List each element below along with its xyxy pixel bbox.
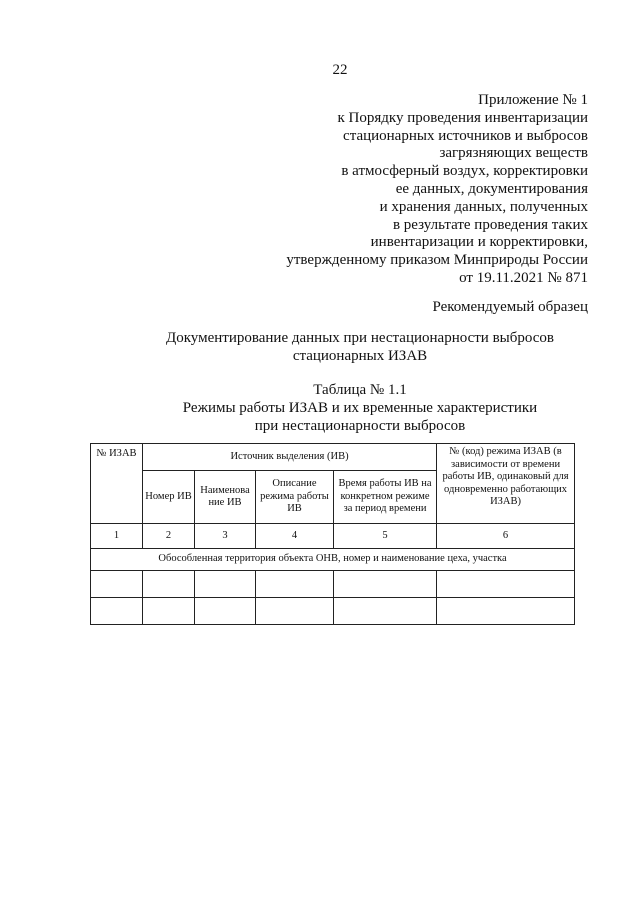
table-cell <box>334 598 437 625</box>
table-row <box>91 598 575 625</box>
appendix-line: загрязняющих веществ <box>439 145 588 162</box>
appendix-line: в атмосферный воздух, корректировки <box>341 163 588 180</box>
table-cell <box>143 598 195 625</box>
table-cell <box>91 598 143 625</box>
table-cell <box>195 598 256 625</box>
table-cell <box>437 598 575 625</box>
appendix-line: к Порядку проведения инвентаризации <box>337 109 588 126</box>
table-caption-line: Режимы работы ИЗАВ и их временные характеристики <box>182 400 538 416</box>
column-number: 3 <box>195 524 256 549</box>
table-cell <box>256 598 334 625</box>
column-number: 5 <box>334 524 437 549</box>
sample-label: Рекомендуемый образец <box>432 299 588 315</box>
appendix-line: Приложение № 1 <box>478 92 588 108</box>
table-cell <box>143 571 195 598</box>
table-cell <box>334 571 437 598</box>
section-row <box>91 549 575 571</box>
column-number-row <box>91 524 575 549</box>
modes-table <box>90 443 575 625</box>
header-source-number: Номер ИВ <box>143 471 195 524</box>
section-row-label: Обособленная территория объекта ОНВ, номер и наименование цеха, участка <box>91 549 575 571</box>
table-caption-line: Таблица № 1.1 <box>313 382 407 398</box>
appendix-line: и хранения данных, полученных <box>379 198 588 215</box>
column-number: 4 <box>256 524 334 549</box>
appendix-line: стационарных источников и выбросов <box>343 127 588 144</box>
table-caption-line: при нестационарности выбросов <box>254 418 466 434</box>
header-mode-description: Описание режима работы ИВ <box>256 471 334 524</box>
column-number: 6 <box>437 524 575 549</box>
header-izav: № ИЗАВ <box>91 444 143 524</box>
modes-table-wrapper <box>90 443 574 625</box>
page-number: 22 <box>332 62 348 78</box>
appendix-line: утвержденному приказом Минприроды России <box>286 252 588 269</box>
appendix-line: ее данных, документирования <box>395 180 588 197</box>
header-mode: № (код) режима ИЗАВ (в зависимости от времени работы ИВ, одинаковый для одновременно работающих ИЗАВ) <box>437 444 575 524</box>
appendix-line: от 19.11.2021 № 871 <box>459 269 588 286</box>
table-row <box>91 571 575 598</box>
document-title <box>120 329 600 365</box>
table-cell <box>437 571 575 598</box>
document-title-line: стационарных ИЗАВ <box>292 348 428 364</box>
table-cell <box>195 571 256 598</box>
column-number: 2 <box>143 524 195 549</box>
header-source-group: Источник выделения (ИВ) <box>143 444 437 471</box>
header-source-name: Наименова ние ИВ <box>195 471 256 524</box>
table-caption <box>120 381 600 435</box>
appendix-line: инвентаризации и корректировки, <box>370 234 588 251</box>
column-number: 1 <box>91 524 143 549</box>
appendix-line: в результате проведения таких <box>392 216 588 233</box>
table-cell <box>256 571 334 598</box>
table-header-row <box>91 444 575 471</box>
appendix-header <box>258 92 588 288</box>
table-cell <box>91 571 143 598</box>
header-operating-time: Время работы ИВ на конкретном режиме за период времени <box>334 471 437 524</box>
document-title-line: Документирование данных при нестационарности выбросов <box>165 330 554 346</box>
